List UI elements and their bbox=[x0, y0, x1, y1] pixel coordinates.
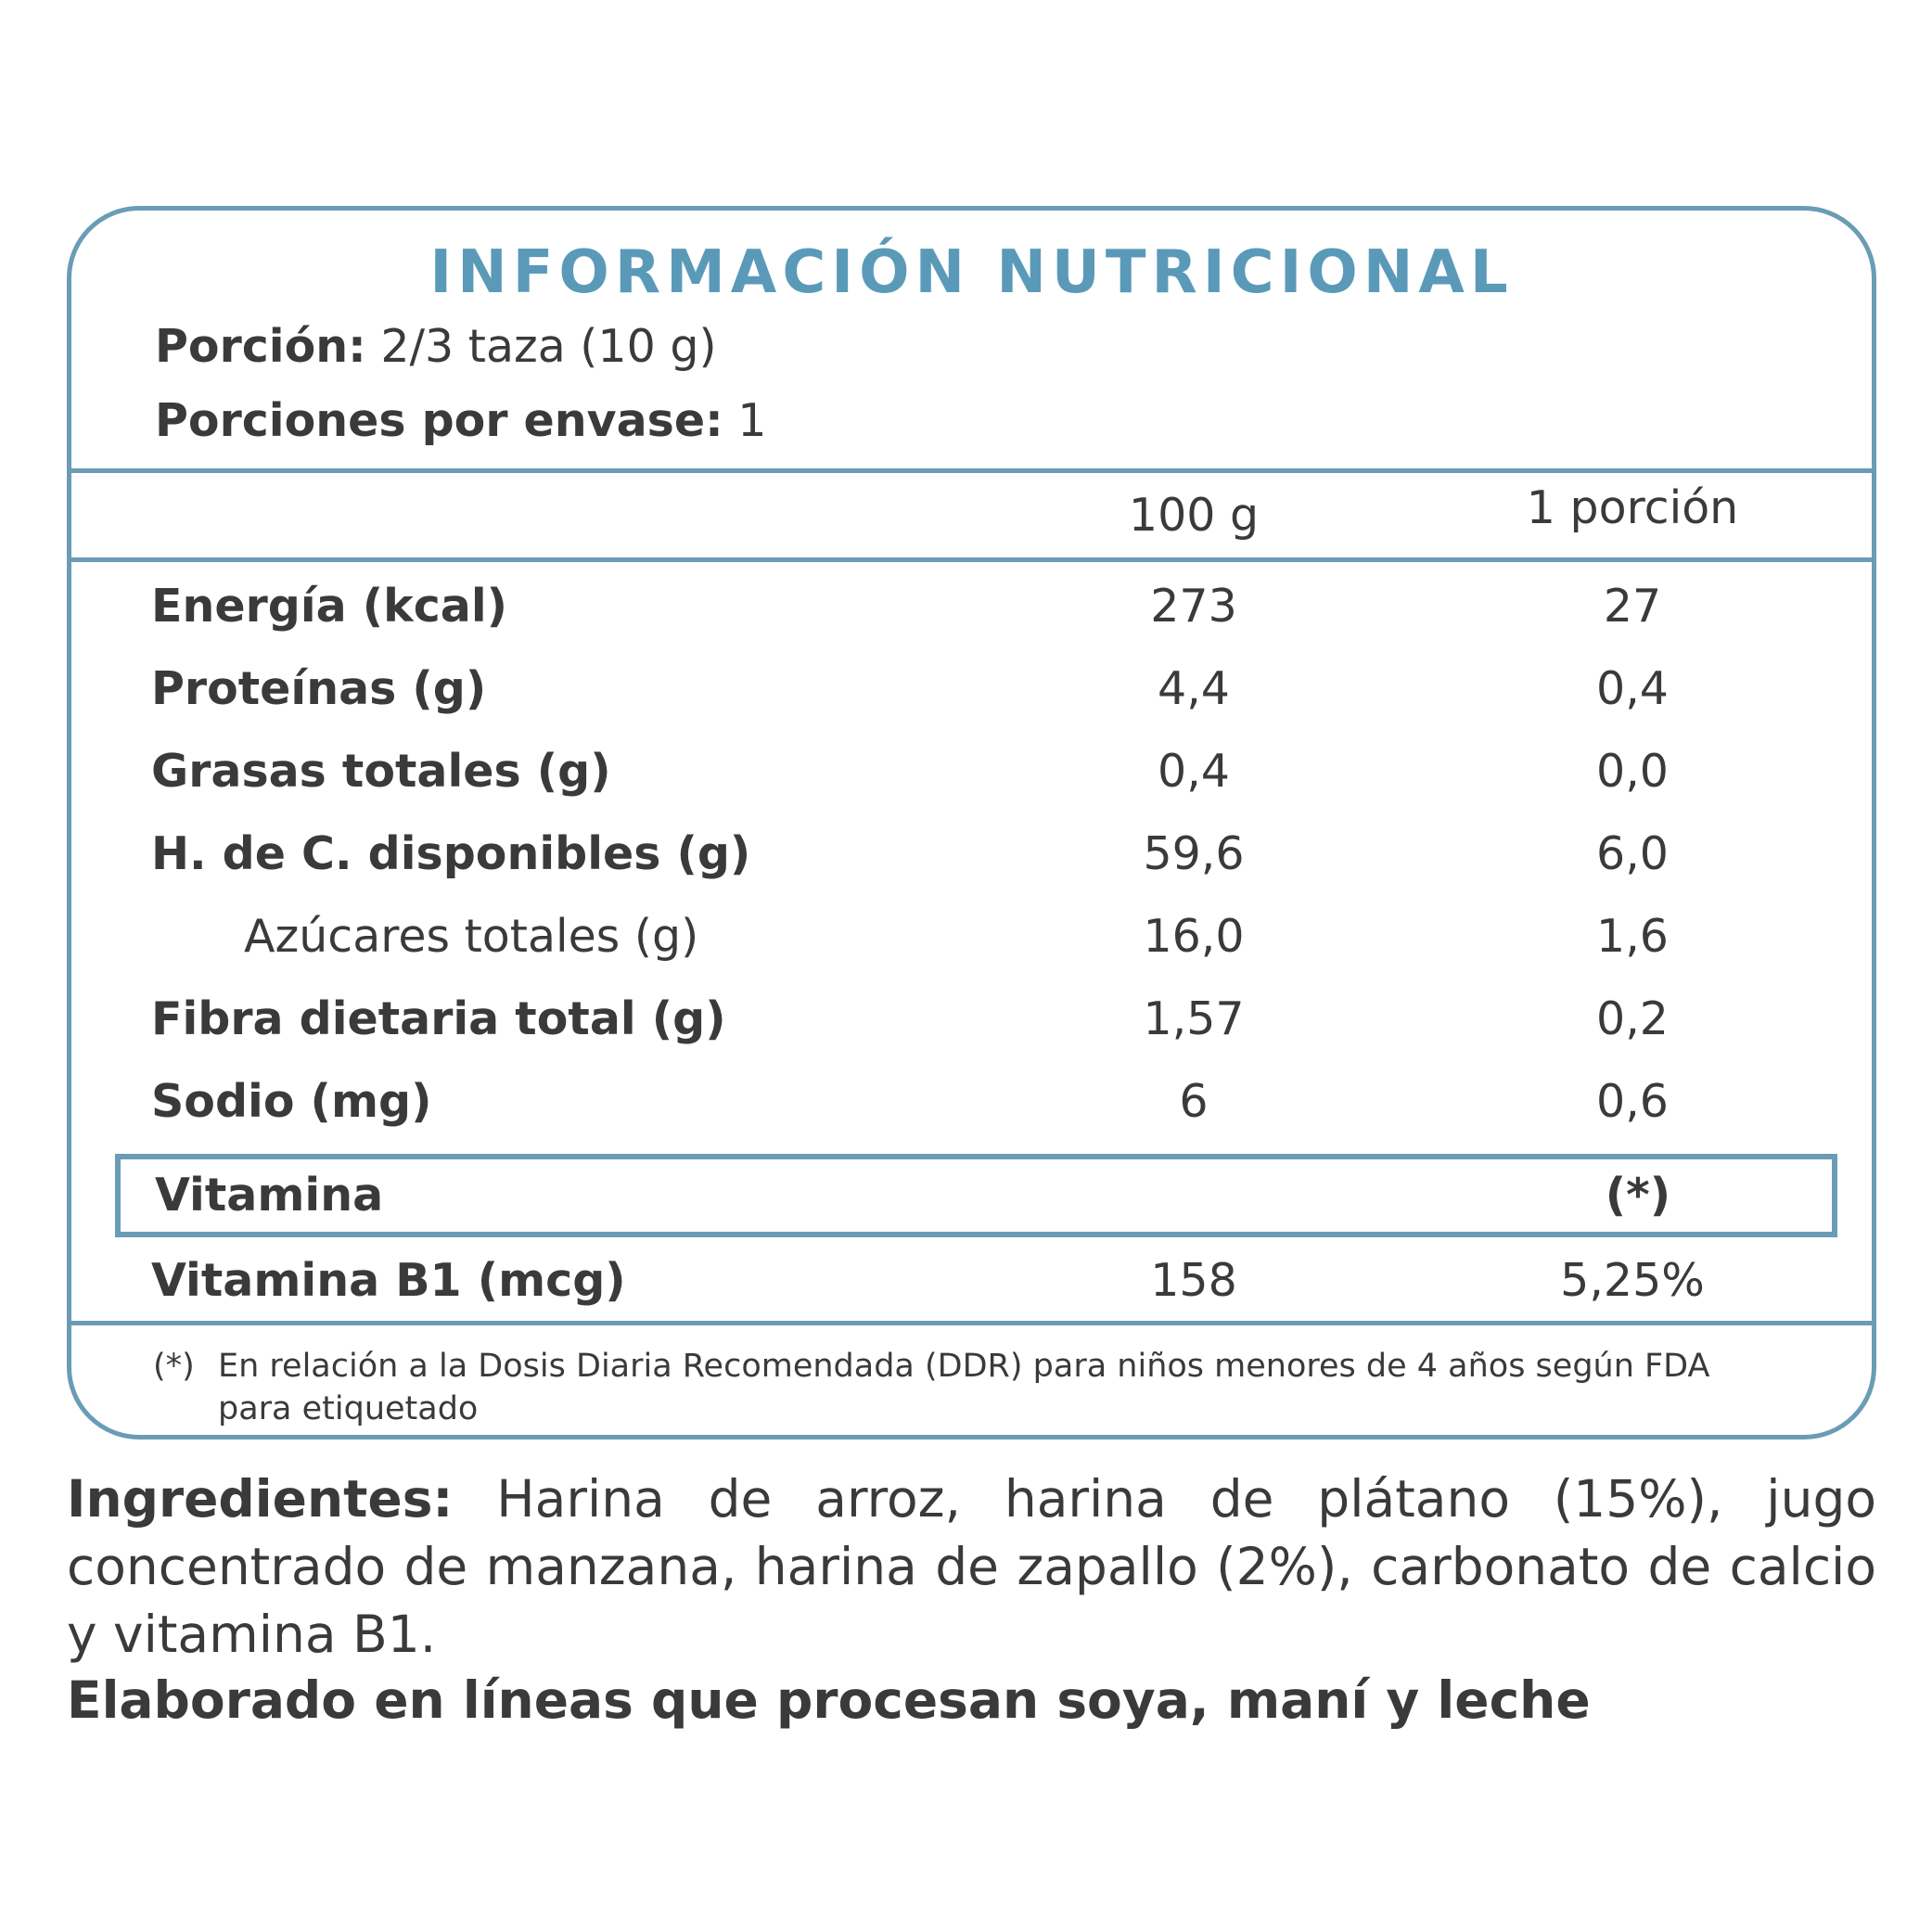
vitamin-header-box bbox=[115, 1154, 1837, 1237]
value-portion: 0,2 bbox=[1596, 992, 1669, 1045]
table-row bbox=[71, 569, 1872, 644]
nutrient-label: Energía (kcal) bbox=[151, 580, 508, 633]
nutrient-label: H. de C. disponibles (g) bbox=[151, 827, 751, 880]
vitamin-header-ddr-mark: (*) bbox=[1605, 1169, 1671, 1222]
nutrient-label: Grasas totales (g) bbox=[151, 745, 611, 798]
value-portion: 5,25% bbox=[1560, 1254, 1705, 1307]
value-100g: 1,57 bbox=[1143, 992, 1245, 1045]
nutrient-label: Sodio (mg) bbox=[151, 1075, 432, 1128]
footnote-text: En relación a la Dosis Diaria Recomendada (DDR) para niños menores de 4 años según FDA para etiquetado bbox=[218, 1348, 1710, 1427]
column-header-100g: 100 g bbox=[1128, 489, 1260, 542]
table-row bbox=[71, 817, 1872, 891]
table-row bbox=[71, 652, 1872, 726]
ingredients-text: Harina de arroz, harina de plátano (15%), jugo concentrado de manzana, harina de zapallo (2%), carbonato de calcio y vitamina B1. bbox=[67, 1469, 1877, 1664]
value-portion: 6,0 bbox=[1596, 827, 1669, 880]
value-portion: 0,0 bbox=[1596, 745, 1669, 798]
table-row bbox=[71, 900, 1872, 974]
value-100g: 0,4 bbox=[1158, 745, 1230, 798]
servings-per-package-value: 1 bbox=[737, 394, 767, 447]
footnote-mark: (*) bbox=[153, 1348, 195, 1385]
value-100g: 4,4 bbox=[1158, 662, 1230, 715]
value-portion: 27 bbox=[1603, 580, 1662, 633]
value-100g: 158 bbox=[1150, 1254, 1237, 1307]
serving-size-value: 2/3 taza (10 g) bbox=[380, 320, 717, 373]
servings-per-package bbox=[155, 394, 766, 447]
servings-per-package-label: Porciones por envase: bbox=[155, 394, 723, 447]
table-row bbox=[71, 1065, 1872, 1139]
value-portion: 0,4 bbox=[1596, 662, 1669, 715]
divider bbox=[71, 1321, 1872, 1325]
table-row bbox=[71, 735, 1872, 809]
value-portion: 1,6 bbox=[1596, 910, 1669, 963]
value-100g: 273 bbox=[1150, 580, 1237, 633]
nutrient-sublabel: Azúcares totales (g) bbox=[244, 910, 699, 963]
serving-size-label: Porción: bbox=[155, 320, 366, 373]
ingredients-paragraph bbox=[67, 1465, 1876, 1669]
footnote bbox=[153, 1345, 1785, 1430]
allergen-warning: Elaborado en líneas que procesan soya, maní y leche bbox=[67, 1670, 1591, 1730]
vitamin-header-label: Vitamina bbox=[155, 1169, 384, 1222]
nutrient-label: Fibra dietaria total (g) bbox=[151, 992, 726, 1045]
divider bbox=[71, 468, 1872, 473]
serving-size bbox=[155, 320, 717, 373]
nutrient-label: Vitamina B1 (mcg) bbox=[151, 1254, 626, 1307]
value-portion: 0,6 bbox=[1596, 1075, 1669, 1128]
nutrient-label: Proteínas (g) bbox=[151, 662, 487, 715]
value-100g: 6 bbox=[1179, 1075, 1209, 1128]
value-100g: 59,6 bbox=[1143, 827, 1245, 880]
column-header-portion: 1 porción bbox=[1526, 481, 1739, 534]
divider bbox=[71, 557, 1872, 562]
nutrition-panel bbox=[67, 206, 1876, 1439]
panel-title: INFORMACIÓN NUTRICIONAL bbox=[429, 238, 1514, 307]
table-row bbox=[71, 1244, 1872, 1318]
ingredients-label: Ingredientes: bbox=[67, 1469, 454, 1529]
value-100g: 16,0 bbox=[1143, 910, 1245, 963]
table-row bbox=[71, 982, 1872, 1056]
